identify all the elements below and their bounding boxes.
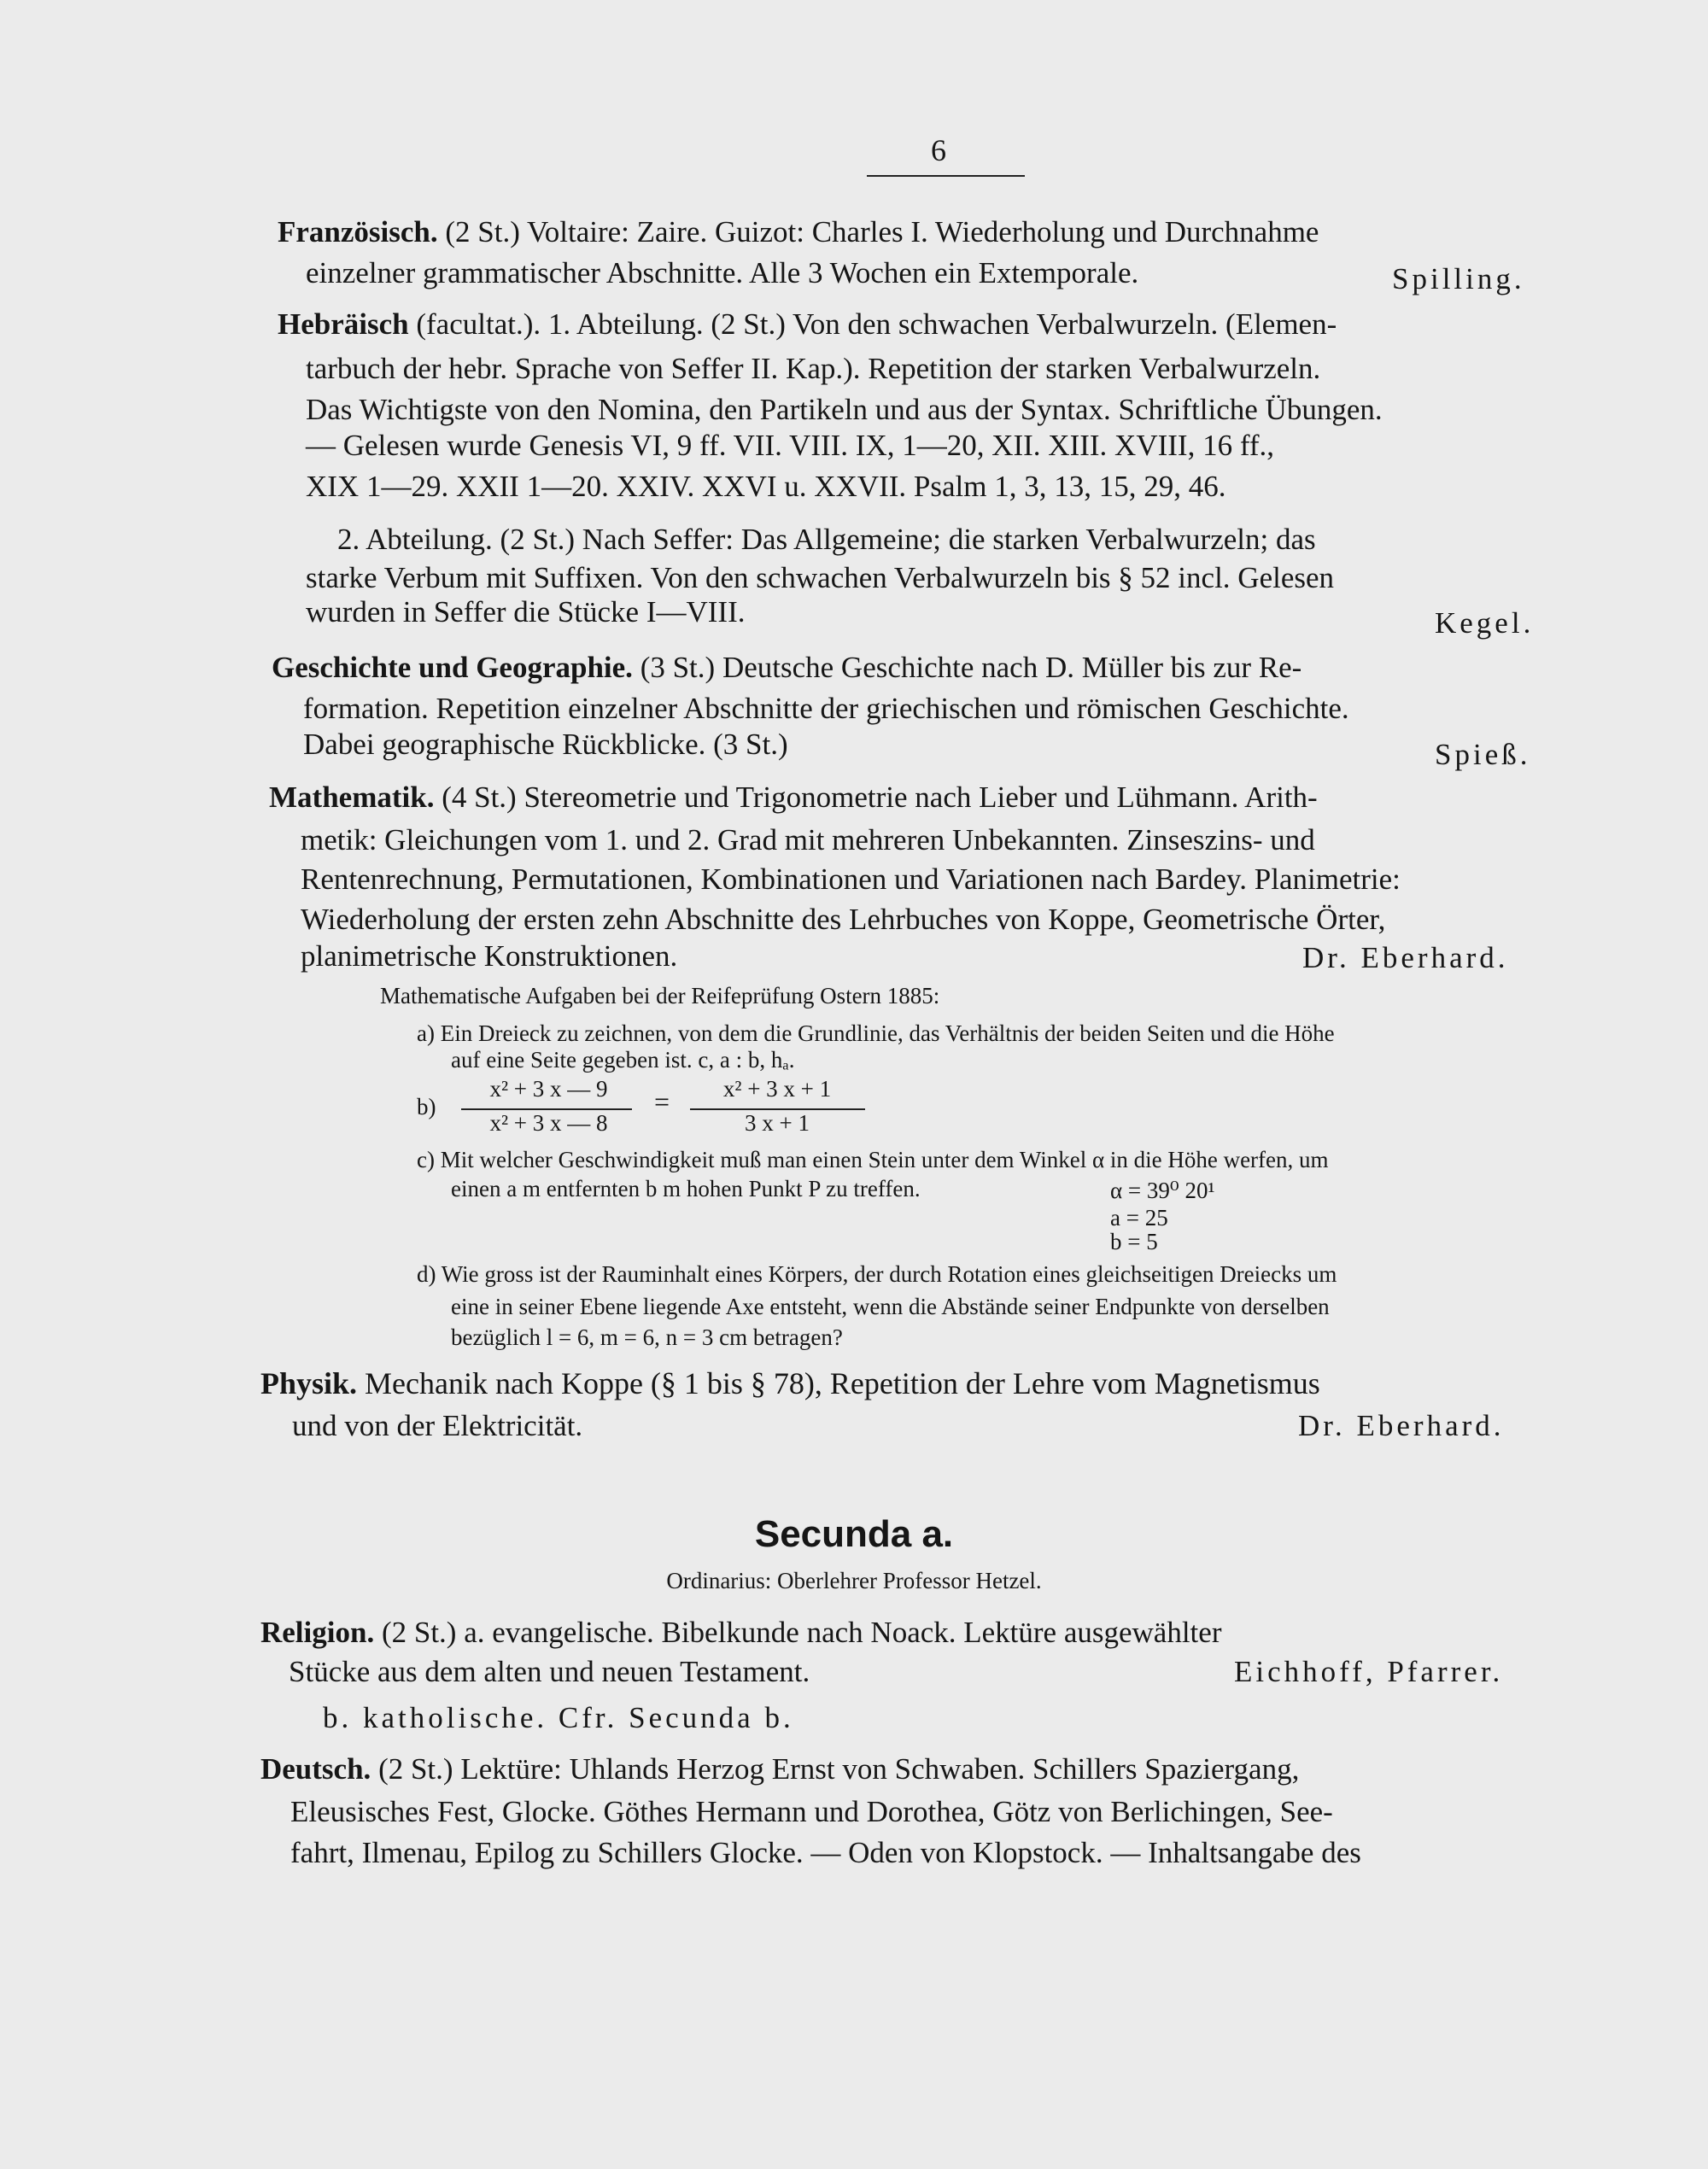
gesch-line-2: formation. Repetition einzelner Abschnitte der griechischen und römischen Geschichte. [303, 692, 1349, 725]
rel-heading: Religion. [260, 1616, 375, 1649]
deutsch-line-1 [260, 1751, 1299, 1788]
phys-line-1 [260, 1365, 1320, 1402]
math-task-c-2: einen a m entfernten b m hohen Punkt P zu treffen. [451, 1176, 921, 1201]
math-task-c-alpha: α = 39⁰ 20¹ [1110, 1178, 1215, 1203]
phys-line-2: und von der Elektricität. [292, 1409, 583, 1442]
deutsch-heading: Deutsch. [260, 1752, 371, 1786]
rel-text-1: (2 St.) a. evangelische. Bibelkunde nach Noack. Lektüre ausgewählter [381, 1616, 1222, 1649]
hebr-line-4: — Gelesen wurde Genesis VI, 9 ff. VII. VIII. IX, 1—20, XII. XIII. XVIII, 16 ff., [306, 429, 1274, 462]
math-line-5: planimetrische Konstruktionen. [301, 939, 678, 973]
deutsch-line-2: Eleusisches Fest, Glocke. Göthes Hermann und Dorothea, Götz von Berlichingen, See- [290, 1795, 1333, 1828]
rel-teacher: Eichhoff, Pfarrer. [1234, 1655, 1504, 1688]
franz-teacher: Spilling. [1392, 262, 1525, 295]
math-line-4: Wiederholung der ersten zehn Abschnitte des Lehrbuches von Koppe, Geometrische Örter, [301, 903, 1386, 936]
gesch-text-1: (3 St.) Deutsche Geschichte nach D. Müller bis zur Re- [640, 651, 1302, 684]
franz-line-1 [278, 213, 1319, 251]
hebr-line-6: 2. Abteilung. (2 St.) Nach Seffer: Das Allgemeine; die starken Verbalwurzeln; das [337, 523, 1316, 556]
franz-line-2: einzelner grammatischer Abschnitte. Alle 3 Wochen ein Extemporale. [306, 256, 1139, 289]
math-task-d-1: d) Wie gross ist der Rauminhalt eines Körpers, der durch Rotation eines gleichseitigen Dreiecks um [417, 1261, 1337, 1287]
fraction-2-denominator: 3 x + 1 [745, 1110, 810, 1136]
gesch-teacher: Spieß. [1435, 738, 1531, 771]
math-heading: Mathematik. [269, 780, 435, 814]
math-task-d-2: eine in seiner Ebene liegende Axe entsteht, wenn die Abstände seiner Endpunkte von derselben [451, 1294, 1330, 1319]
hebr-line-3: Das Wichtigste von den Nomina, den Partikeln und aus der Syntax. Schriftliche Übungen. [306, 393, 1383, 426]
math-task-d-3: bezüglich l = 6, m = 6, n = 3 cm betragen? [451, 1324, 843, 1350]
phys-heading: Physik. [260, 1366, 358, 1400]
hebr-line-7: starke Verbum mit Suffixen. Von den schwachen Verbalwurzeln bis § 52 incl. Gelesen [306, 561, 1335, 594]
franz-heading: Französisch. [278, 215, 438, 248]
math-task-c-1: c) Mit welcher Geschwindigkeit muß man einen Stein unter dem Winkel α in die Höhe werfen, um [417, 1147, 1329, 1172]
math-aufgaben-title: Mathematische Aufgaben bei der Reifeprüfung Ostern 1885: [380, 983, 940, 1008]
fraction-1-numerator: x² + 3 x — 9 [489, 1076, 608, 1102]
rel-line-2: Stücke aus dem alten und neuen Testament. [289, 1655, 810, 1688]
header-rule [867, 175, 1025, 177]
fraction-2-numerator: x² + 3 x + 1 [722, 1076, 832, 1102]
page-number: 6 [931, 133, 946, 167]
math-line-1 [269, 779, 1318, 816]
math-task-c-b: b = 5 [1110, 1229, 1158, 1254]
hebr-line-1 [278, 306, 1337, 343]
math-task-c-a: a = 25 [1110, 1205, 1168, 1231]
rel-line-3: b. katholische. Cfr. Secunda b. [323, 1701, 794, 1734]
hebr-teacher: Kegel. [1435, 606, 1535, 640]
deutsch-text-1: (2 St.) Lektüre: Uhlands Herzog Ernst von Schwaben. Schillers Spaziergang, [378, 1752, 1300, 1786]
hebr-heading: Hebräisch [278, 307, 409, 341]
equals-sign: = [653, 1086, 670, 1117]
math-task-b-label: b) [417, 1094, 436, 1120]
hebr-line-8: wurden in Seffer die Stücke I—VIII. [306, 595, 746, 628]
section-title: Secunda a. [754, 1513, 954, 1555]
rel-line-1 [260, 1614, 1221, 1652]
math-task-a-2: auf eine Seite gegeben ist. c, a : b, hₐ. [451, 1047, 795, 1073]
gesch-heading: Geschichte und Geographie. [272, 651, 633, 684]
math-task-a-1: a) Ein Dreieck zu zeichnen, von dem die Grundlinie, das Verhältnis der beiden Seiten und die Höhe [417, 1020, 1335, 1046]
ordinarius-line: Ordinarius: Oberlehrer Professor Hetzel. [666, 1568, 1042, 1593]
deutsch-line-3: fahrt, Ilmenau, Epilog zu Schillers Glocke. — Oden von Klopstock. — Inhaltsangabe des [290, 1836, 1361, 1869]
math-line-3: Rentenrechnung, Permutationen, Kombinationen und Variationen nach Bardey. Planimetrie: [301, 862, 1401, 896]
phys-teacher: Dr. Eberhard. [1298, 1409, 1505, 1442]
gesch-line-1 [272, 649, 1301, 687]
math-line-2: metik: Gleichungen vom 1. und 2. Grad mit mehreren Unbekannten. Zinseszins- und [301, 823, 1315, 856]
gesch-line-3: Dabei geographische Rückblicke. (3 St.) [303, 728, 788, 761]
math-text-1: (4 St.) Stereometrie und Trigonometrie nach Lieber und Lühmann. Arith- [442, 780, 1318, 814]
phys-text-1: Mechanik nach Koppe (§ 1 bis § 78), Repetition der Lehre vom Magnetismus [365, 1366, 1320, 1400]
franz-text-1: (2 St.) Voltaire: Zaire. Guizot: Charles I. Wiederholung und Durchnahme [445, 215, 1319, 248]
hebr-line-2: tarbuch der hebr. Sprache von Seffer II. Kap.). Repetition der starken Verbalwurzeln. [306, 352, 1321, 385]
math-teacher: Dr. Eberhard. [1302, 941, 1509, 974]
hebr-text-1: (facultat.). 1. Abteilung. (2 St.) Von den schwachen Verbalwurzeln. (Elemen- [416, 307, 1337, 341]
hebr-line-5: XIX 1—29. XXII 1—20. XXIV. XXVI u. XXVII. Psalm 1, 3, 13, 15, 29, 46. [306, 470, 1226, 503]
fraction-1-denominator: x² + 3 x — 8 [489, 1110, 608, 1136]
